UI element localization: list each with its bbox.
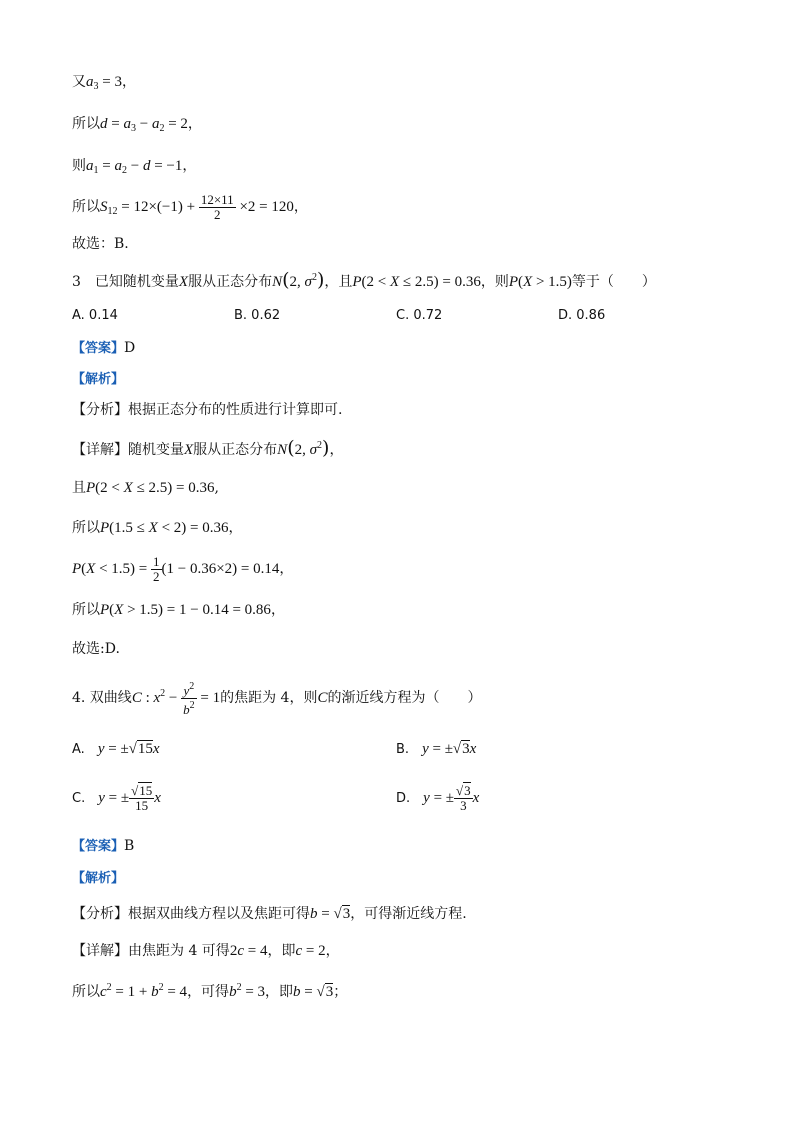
fenxi-label: 【分析】 — [72, 906, 128, 922]
text: 所以 — [72, 116, 100, 132]
math: P(2 < X ≤ 2.5) = 0.36 — [86, 480, 215, 496]
math: P(X < 1.5) = $\frac{1}{2}$ (1 − 0.36×2) = 0.14 — [72, 554, 280, 585]
line-a1: 则$a_1 = a_2 - d = -1$， — [72, 158, 197, 176]
fenxi-3 — [72, 400, 342, 420]
math: $a_3 = 3$ — [86, 74, 122, 92]
option-b: B. 0.62 — [234, 308, 281, 323]
text: ，且 — [324, 274, 353, 290]
text: 则 — [72, 158, 86, 174]
text: ，则 — [480, 274, 509, 290]
text: 所以 — [72, 602, 100, 618]
option-d-4: D. y = ± $\frac{√3}{3}$ x — [396, 783, 480, 813]
text: 根据双曲线方程以及焦距可得 — [128, 906, 310, 922]
math: N(2, $\sigma^2$) — [277, 437, 330, 459]
option-b-4: B. y = ±√3x — [396, 741, 477, 757]
answer-value: B — [124, 838, 135, 854]
math: P(X > 1.5) = 1 − 0.14 = 0.86 — [100, 602, 271, 618]
math: $c^2 = 1 + b^2 = 4$ — [100, 982, 188, 1000]
step-2: 所以P(1.5 ≤ X < 2) = 0.36， — [72, 520, 243, 536]
answer-4 — [72, 836, 134, 857]
step-last: 所以$c^2 = 1 + b^2 = 4$，可得$b^2 = 3$，即b = √3； — [72, 982, 348, 1000]
line-s12: 所以$S_{12} = 12\times(-1)$ + $\frac{12\times 11}{2}$ ×2 = 120， — [72, 192, 308, 223]
math: X — [178, 274, 189, 290]
text: 且 — [72, 480, 86, 496]
xiangjie-4: 【详解】由焦距为 4 可得2c = 4，即c = 2， — [72, 943, 340, 959]
option-d: D. 0.86 — [558, 308, 606, 323]
math: P(X > 1.5) — [508, 274, 572, 290]
math: b = √3 — [310, 906, 351, 922]
text: ，可得 — [187, 984, 230, 1000]
question-4 — [72, 678, 481, 717]
xiangjie-label: 【详解】 — [72, 943, 128, 959]
text: ，可得渐近线方程. — [350, 906, 467, 922]
answer-label: 【答案】 — [72, 341, 125, 356]
option-c-4: C. y = ± $\frac{√15}{15}$ x — [72, 783, 161, 813]
text: 服从正态分布 — [188, 274, 273, 290]
text: 已知随机变量 — [94, 274, 179, 290]
answer-3 — [72, 338, 135, 359]
line-guxuan-b: 故选：B. — [72, 236, 129, 252]
text: 的渐近线方程为（ ） — [327, 690, 482, 706]
text: 4. 双曲线 — [72, 690, 132, 706]
math: P(2 < X ≤ 2.5) = 0.36 — [352, 274, 481, 290]
guxuan-d: 故选:D. — [72, 641, 120, 657]
analysis-label: 【解析】 — [72, 871, 125, 886]
text: ，即 — [265, 984, 294, 1000]
answer-label: 【答案】 — [72, 839, 125, 854]
math: 2c = 4 — [229, 943, 268, 959]
text: 随机变量 — [128, 442, 184, 458]
option-c: C. 0.72 — [396, 308, 443, 323]
math: $a_1 = a_2 - d = -1$ — [86, 158, 183, 176]
math: $b^2 = 3$ — [229, 982, 266, 1000]
text: 所以 — [72, 199, 100, 215]
math: C : $x^2$ − $\frac{y^2}{b^2}$ = 1 — [131, 681, 221, 718]
line-d: 所以$d = a_3 - a_2 = 2$， — [72, 116, 202, 134]
text: 的焦距为 4，则 — [220, 690, 318, 706]
text: 等于（ ） — [571, 274, 656, 290]
math: b = √3 — [293, 984, 334, 1000]
fenxi-text: 根据正态分布的性质进行计算即可. — [128, 402, 343, 418]
question-3: 3 已知随机变量X服从正态分布N(2, $\sigma^2$)，且P(2 < X ≤ 2.5) = 0.36，则P(X > 1.5)等于（ ） — [72, 269, 656, 291]
fenxi-label: 【分析】 — [72, 402, 128, 418]
option-a-4: A. y = ±√15x — [72, 741, 160, 757]
step-4: 所以P(X > 1.5) = 1 − 0.14 = 0.86， — [72, 602, 285, 618]
analysis-label: 【解析】 — [72, 372, 125, 387]
math: C — [317, 690, 328, 706]
step-1: 且P(2 < X ≤ 2.5) = 0.36, — [72, 480, 219, 496]
xiangjie-label: 【详解】 — [72, 442, 128, 458]
text: 又 — [72, 74, 86, 90]
text: 所以 — [72, 984, 100, 1000]
analysis-4-heading — [72, 868, 124, 889]
math: P(1.5 ≤ X < 2) = 0.36 — [100, 520, 229, 536]
analysis-3-heading — [72, 369, 124, 390]
option-a: A. 0.14 — [72, 308, 118, 323]
math: X — [184, 442, 194, 458]
fenxi-4 — [72, 904, 467, 924]
text: 所以 — [72, 520, 100, 536]
step-3: P(X < 1.5) = $\frac{1}{2}$ (1 − 0.36×2) = 0.14， — [72, 554, 294, 585]
math: $S_{12} = 12\times(-1)$ + $\frac{12\times 11}{2}$ ×2 = 120 — [100, 192, 294, 223]
answer-value: D — [124, 340, 136, 356]
text: 服从正态分布 — [193, 442, 278, 458]
math: N(2, $\sigma^2$) — [272, 269, 325, 291]
line-a3: 又$a_3 = 3$， — [72, 74, 136, 92]
math: c = 2 — [295, 943, 326, 959]
text: ，即 — [267, 943, 296, 959]
text: 由焦距为 4 可得 — [128, 943, 230, 959]
xiangjie-3: 【详解】随机变量X服从正态分布N(2, $\sigma^2$)， — [72, 437, 344, 459]
math: $d = a_3 - a_2 = 2$ — [100, 116, 188, 134]
